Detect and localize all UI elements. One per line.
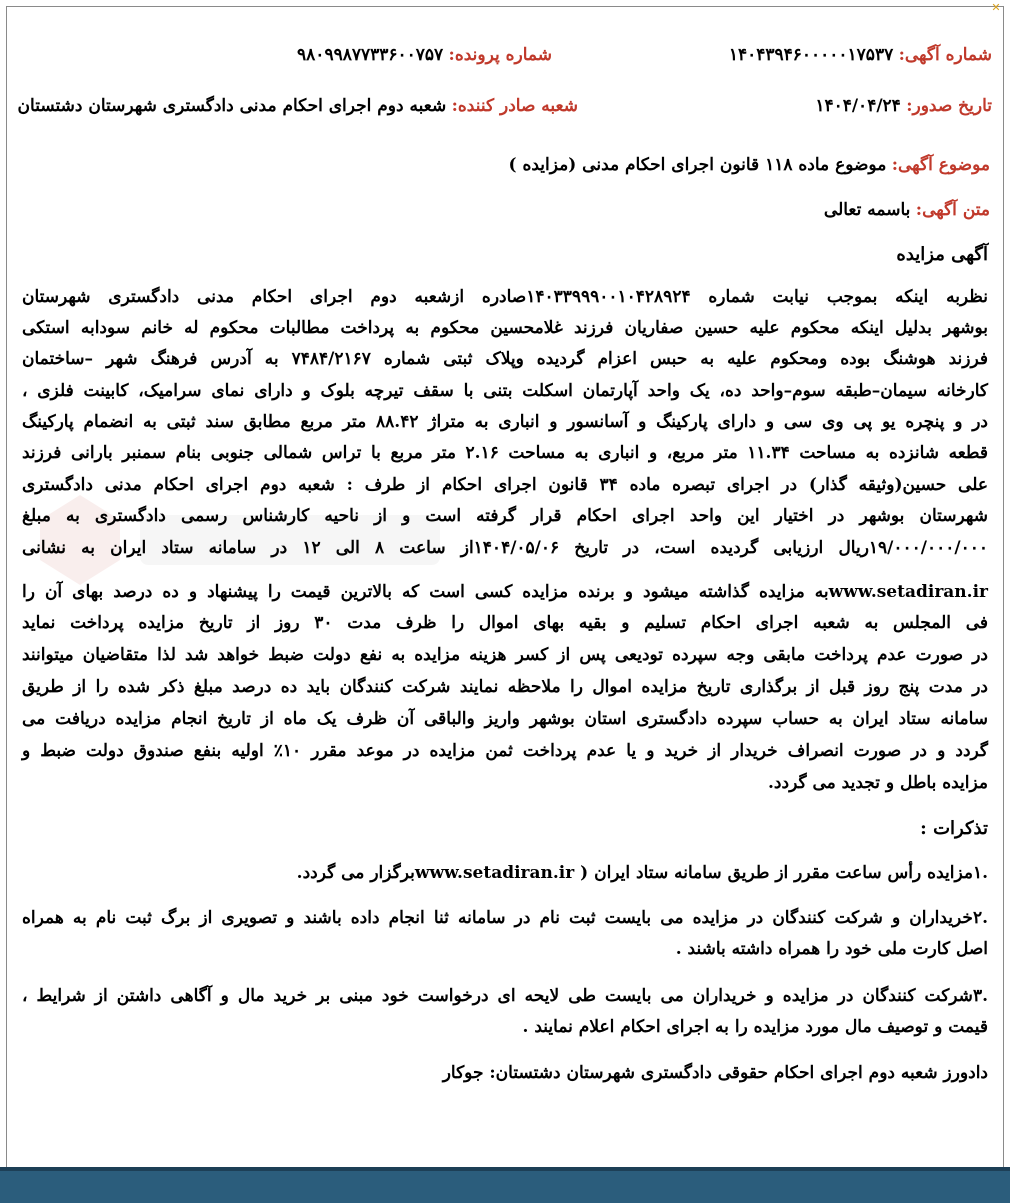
issuing-branch-label: شعبه صادر کننده: bbox=[451, 96, 578, 116]
body-line: علی حسین(وثیقه گذار) در اجرای تبصره ماده ۳۴ قانون اجرای احکام از طرف : شعبه دوم اجرای احکام مدنی دادگستری bbox=[22, 475, 988, 495]
notes-title: تذکرات : bbox=[920, 818, 988, 839]
case-number-field bbox=[297, 45, 552, 65]
body-line: www.setadiran.irبه مزایده گذاشته میشود و برنده مزایده کسی است که بالاترین قیمت را پیشنهاد و ده درصد بهای آن را bbox=[22, 582, 988, 602]
corner-close-icon[interactable]: ✕ bbox=[991, 1, 1001, 14]
note-1: .۱مزایده رأس ساعت مقرر از طریق سامانه ستاد ایران ( www.setadiran.irبرگزار می گردد. bbox=[296, 863, 988, 883]
body-line: فی المجلس به شعبه اجرای احکام تسلیم و بقیه بهای اموال را ظرف مدت ۳۰ روز از تاریخ مزایده پرداخت نماید bbox=[22, 613, 988, 633]
body-line: در صورت عدم پرداخت مابقی وجه سپرده تودیعی پس از کسر هزینه مزایده به نفع دولت ضبط خواهد شد لذا متقاضیان میتوانند bbox=[22, 645, 988, 665]
body-line: در مدت پنج روز قبل از برگذاری تاریخ مزایده اموال را ملاحظه نمایند شرکت کنندگان باید ده درصد مبلغ ذکر شده را از طریق bbox=[22, 677, 988, 697]
body-line: کارخانه سیمان–طبقه سوم–واحد ده، یک واحد آپارتمان اسکلت بتنی با سقف تیرچه بلوک و دارای نمای سرامیک، کابینت فلزی ، bbox=[22, 381, 988, 401]
note-3-line-1: .۳شرکت کنندگان در مزایده و خریداران می بایست طی لایحه ای درخواست خود مبنی بر خرید مال و آگاهی داشتن از شرایط ، bbox=[22, 986, 988, 1006]
body-line: در و پنچره یو پی وی سی و دارای پارکینگ و آسانسور و انباری به متراژ ۸۸.۴۲ متر مربع مطابق سند ثبتی به انضمام پارکینگ bbox=[22, 412, 989, 432]
issuing-branch-value: شعبه دوم اجرای احکام مدنی دادگستری شهرستان دشتستان bbox=[17, 96, 447, 116]
subject-label: موضوع آگهی: bbox=[891, 155, 990, 175]
notice-number-field bbox=[729, 45, 992, 65]
body-line: قطعه شانزده به مساحت ۱۱.۳۴ متر مربع، و انباری به مساحت ۲.۱۶ متر مربع با تراس شمالی جنوبی بنام سمنبر بارانی فرزند bbox=[22, 443, 988, 463]
notice-text-intro: باسمه تعالی bbox=[823, 200, 911, 220]
body-line: فرزند هوشنگ بوده ومحکوم علیه به حبس اعزام گردیده وپلاک ثبتی شماره ۷۴۸۴/۲۱۶۷ به آدرس فرهنگ شهر –ساختمان bbox=[22, 349, 988, 369]
body-line: بوشهر بدلیل اینکه محکوم علیه حسین صفاریان فرزند غلامحسین محکوم به پرداخت مطالبات محکوم له خانم سودابه استکی bbox=[22, 318, 988, 338]
notice-number-value: ۱۴۰۴۳۹۴۶۰۰۰۰۰۱۷۵۳۷ bbox=[728, 45, 894, 65]
notice-number-label: شماره آگهی: bbox=[898, 45, 992, 65]
body-line: شهرستان بوشهر در اختیار این واحد اجرای احکام قرار گرفته است و از ناحیه کارشناس رسمی دادگستری به مبلغ bbox=[22, 506, 988, 526]
body-line: سامانه ستاد ایران به حساب سپرده دادگستری استان بوشهر واریز والباقی آن ظرف یک ماه از تاریخ انجام مزایده دریافت می bbox=[22, 709, 988, 729]
signature-line: دادورز شعبه دوم اجرای احکام حقوقی دادگستری شهرستان دشتستان: جوکار bbox=[442, 1063, 988, 1083]
body-line: ۱۹/۰۰۰/۰۰۰/۰۰۰ریال ارزیابی گردیده است، در تاریخ ۱۴۰۴/۰۵/۰۶از ساعت ۸ الی ۱۲ در سامانه ستاد ایران به نشانی bbox=[22, 538, 988, 558]
notice-text-label: متن آگهی: bbox=[915, 200, 990, 220]
subject-field bbox=[508, 155, 990, 175]
window-bottom-bar bbox=[0, 1167, 1010, 1203]
body-line: نظربه اینکه بموجب نیابت شماره ۱۴۰۳۳۹۹۹۰۰۱۰۴۲۸۹۲۴صادره ازشعبه دوم اجرای احکام مدنی دادگستری شهرستان bbox=[22, 287, 988, 307]
auction-title: آگهی مزایده bbox=[896, 244, 988, 265]
issue-date-label: تاریخ صدور: bbox=[906, 96, 992, 116]
subject-value: موضوع ماده ۱۱۸ قانون اجرای احکام مدنی (مزایده ) bbox=[508, 155, 887, 175]
body-line: مزایده باطل و تجدید می گردد. bbox=[768, 773, 988, 793]
note-2-line-2: اصل کارت ملی خود را همراه داشته باشند . bbox=[675, 939, 988, 959]
notice-text-field bbox=[824, 200, 990, 220]
note-3-line-2: قیمت و توصیف مال مورد مزایده را به اجرای احکام اعلام نمایند . bbox=[522, 1017, 988, 1037]
issue-date-field bbox=[815, 96, 992, 116]
body-line: گردد و در صورت انصراف خریدار از خرید و یا عدم پرداخت ثمن مزایده در موعد مقرر ۱۰٪ اولیه بنفع صندوق دولت ضبط و bbox=[22, 741, 988, 761]
case-number-value: ۹۸۰۹۹۸۷۷۳۳۶۰۰۷۵۷ bbox=[297, 45, 444, 65]
note-2-line-1: .۲خریداران و شرکت کنندگان در مزایده می بایست ثبت نام در سامانه ثنا انجام داده باشند و تصویری از برگ ثبت نام به همراه bbox=[22, 908, 988, 928]
case-number-label: شماره پرونده: bbox=[448, 45, 552, 65]
issue-date-value: ۱۴۰۴/۰۴/۲۴ bbox=[815, 96, 901, 116]
issuing-branch-field bbox=[18, 96, 578, 116]
